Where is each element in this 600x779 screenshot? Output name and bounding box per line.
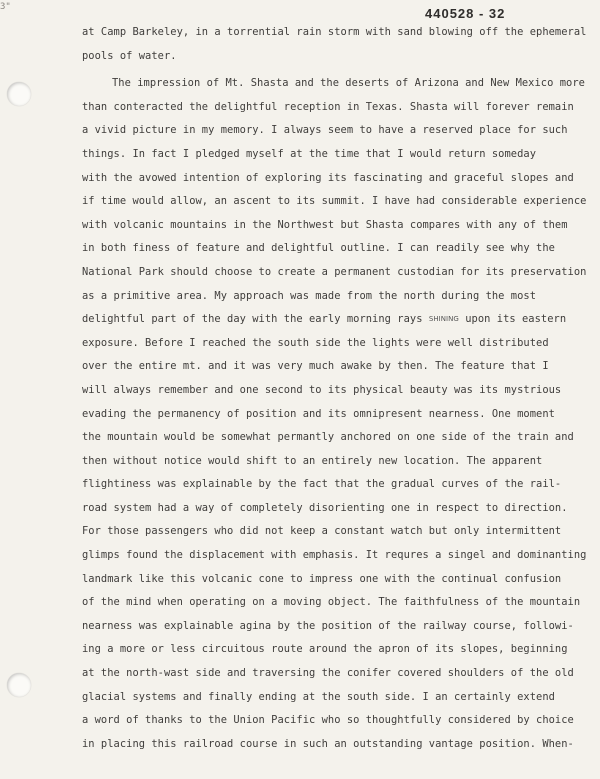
text-line: National Park should choose to create a permanent custodian for its preservation xyxy=(82,265,587,278)
text-line: will always remember and one second to its physical beauty was its mystrious xyxy=(82,383,562,396)
text-line: exposure. Before I reached the south side the lights were well distributed xyxy=(82,336,549,349)
punch-hole-top xyxy=(7,82,31,106)
text-line: in placing this railroad course in such an outstanding vantage position. When- xyxy=(82,737,574,750)
text-line: at Camp Barkeley, in a torrential rain storm with sand blowing off the ephemeral xyxy=(82,26,587,38)
text-line xyxy=(82,308,592,332)
text-line: then without notice would shift to an entirely new location. The apparent xyxy=(82,454,543,467)
text-line: a word of thanks to the Union Pacific who so thoughtfully considered by choice xyxy=(82,714,574,727)
text-line: with the avowed intention of exploring its fascinating and graceful slopes and xyxy=(82,171,574,184)
text-line: of the mind when operating on a moving object. The faithfulness of the mountain xyxy=(82,596,581,609)
text-line: glimps found the displacement with emphasis. It requres a singel and dominanting xyxy=(82,549,587,562)
text-line: nearness was explainable agina by the position of the railway course, followi- xyxy=(82,619,574,632)
text-line: For those passengers who did not keep a constant watch but only intermittent xyxy=(82,525,562,538)
text-line: with volcanic mountains in the Northwest but Shasta compares with any of them xyxy=(82,218,568,231)
corner-mark: 3" xyxy=(0,2,11,12)
text-line: flightiness was explainable by the fact that the gradual curves of the rail- xyxy=(82,478,562,491)
text-segment: upon its eastern xyxy=(465,313,567,326)
text-line: pools of water. xyxy=(82,49,177,62)
text-segment: delightful part of the day with the early morning rays xyxy=(82,313,423,326)
text-line: a vivid picture in my memory. I always seem to have a reserved place for such xyxy=(82,124,568,137)
text-line: ing a more or less circuitous route around the apron of its slopes, beginning xyxy=(82,643,568,656)
handwritten-insert: SHINING xyxy=(428,315,459,324)
text-line: if time would allow, an ascent to its summit. I have had considerable experience xyxy=(82,195,587,208)
text-line: than conteracted the delightful reception in Texas. Shasta will forever remain xyxy=(82,100,574,113)
punch-hole-bottom xyxy=(7,673,31,697)
document-number: 440528 - 32 xyxy=(425,6,506,21)
text-line: the mountain would be somewhat permantly anchored on one side of the train and xyxy=(82,431,574,444)
text-line: things. In fact I pledged myself at the time that I would return someday xyxy=(82,147,537,160)
text-line: at the north-wast side and traversing the conifer covered shoulders of the old xyxy=(82,667,574,680)
text-line: over the entire mt. and it was very much awake by then. The feature that I xyxy=(82,360,549,373)
text-line: in both finess of feature and delightful outline. I can readily see why the xyxy=(82,242,555,255)
text-line: as a primitive area. My approach was made from the north during the most xyxy=(82,289,537,302)
text-line: glacial systems and finally ending at the south side. I an certainly extend xyxy=(82,690,555,703)
typed-body xyxy=(82,21,592,756)
text-line: evading the permanency of position and its omnipresent nearness. One moment xyxy=(82,407,555,420)
text-line: road system had a way of completely disorienting one in respect to direction. xyxy=(82,501,568,514)
text-line: The impression of Mt. Shasta and the deserts of Arizona and New Mexico more xyxy=(112,77,585,90)
text-line: landmark like this volcanic cone to impress one with the continual confusion xyxy=(82,572,562,585)
